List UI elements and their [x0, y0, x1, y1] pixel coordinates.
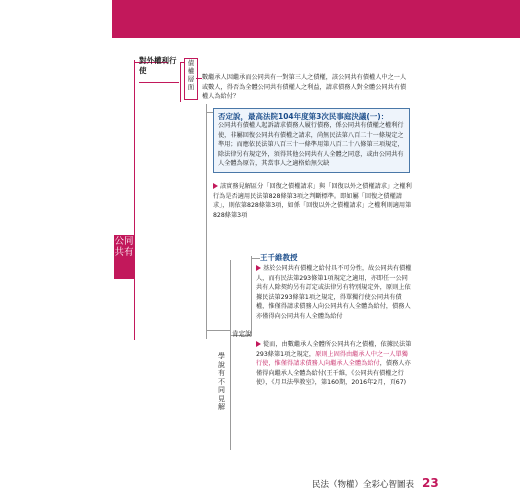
footer-book-title: 民法（物權）全彩心智圖表	[312, 480, 415, 490]
topic-label-gongtong: 公同共有	[114, 235, 134, 279]
page-number: 23	[422, 476, 439, 490]
intro-paragraph: 數繼承人因繼承而公同共有一對第三人之債權，該公同共有債權人中之一人或數人，得否為全體公同共有債權人之利益，請求債務人對全體公同共有債權人為給付？	[202, 74, 407, 101]
scholar-name: 王千維教授	[260, 253, 298, 262]
section-label-text: 對外權利行使	[139, 56, 177, 75]
connector-doctrine-h	[206, 330, 230, 331]
triangle-bullet-icon	[256, 341, 261, 347]
triangle-bullet-icon	[213, 183, 218, 189]
court-decision-box	[213, 108, 410, 173]
section-label	[139, 56, 179, 83]
sub-label-text: 債權層面	[187, 59, 195, 91]
connector-intro-to-case	[206, 104, 207, 279]
sub-label	[184, 58, 198, 100]
scholar-paragraph-2	[256, 340, 414, 388]
court-decision-body: 公同共有債權人起訴請求債務人履行債務，係公同共有債權之權利行使，非屬回復公同共有債權之請求，尚無民法第八百二十一條規定之準用；而應依民法第八百三十一條準用第八百二十八條第三項規定，除法律另有規定外，須得其他公同共有人全體之同意，或由公同共有人全體為原告，其當事人之適格始無欠缺	[218, 122, 404, 168]
header-bar	[112, 0, 520, 38]
practice-note-text: 該實務見解區分「回復之債權請求」與「回復以外之債權請求」之權利行為是否適用民法第828條第3項之判斷標準。即如屬「回復之債權請求」，則依第828條第3項，如係「回復以外之債權請求」之權利則適用第828條第3項	[213, 183, 412, 219]
scholar-paragraph-1-text: 基於公同共有債權之給付具不可分性，故公同共有債權人，而有民法第293條第1項規定之適用，亦即任一公同共有人除契約另有訂定或法律另有特別規定外，原則上依據民法第293條第1項之規定，得單獨行使公同共有債權，惟僅得請求債務人向公同共有人全體為給付，債務人亦僅得向公同共有人全體為給付	[256, 265, 412, 320]
scholar-paragraph-1	[256, 264, 414, 322]
court-decision-title: 否定說，最高法院104年度第3次民事庭決議(一)：	[218, 112, 389, 121]
practice-note	[213, 182, 413, 220]
connector-scholar-h	[251, 258, 260, 259]
connector-affirm-vertical	[251, 256, 252, 336]
page-footer	[312, 476, 439, 490]
connector-section-to-sub	[180, 62, 181, 102]
affirm-label: 肯定說	[232, 330, 252, 338]
scholar-paragraph-2-highlight: 原則上固得由繼承人中之一人單獨行使，惟僅得請求債務人向繼承人全體為給付	[256, 350, 408, 368]
doctrine-label: 學說有不同見解	[218, 352, 225, 411]
connector-doctrine-vertical	[230, 260, 231, 450]
scholar-paragraph-2-text-b: ，債務人亦僅得向繼承人全體為給付(王千維，《公同共有債權之行使》，《月旦法學教室》，第160期，2016年2月，頁67)	[256, 360, 411, 387]
triangle-bullet-icon	[256, 265, 261, 271]
connector-case-h	[206, 112, 213, 113]
scholar-paragraph-2-text-a: 從而，由數繼承人全體所公同共有之債權，依據民法第293條第1項之規定，	[256, 341, 412, 358]
connector-main-vertical	[134, 60, 135, 340]
